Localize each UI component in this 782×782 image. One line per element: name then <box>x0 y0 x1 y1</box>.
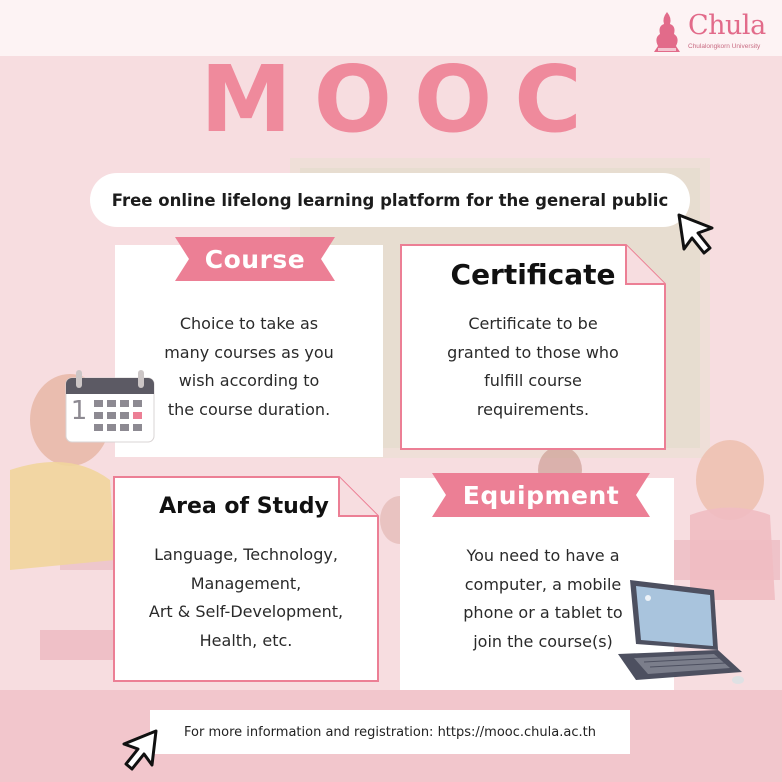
certificate-line: granted to those who <box>447 342 619 362</box>
laptop-icon <box>614 576 744 686</box>
equipment-line: phone or a tablet to <box>463 603 623 622</box>
tagline: Free online lifelong learning platform for the general public <box>90 173 690 227</box>
certificate-line: Certificate to be <box>468 314 598 333</box>
equipment-line: computer, a mobile <box>464 574 622 594</box>
equipment-ribbon <box>432 473 650 517</box>
certificate-line: requirements. <box>476 399 590 419</box>
area-of-study-line: Management, <box>190 573 302 593</box>
course-line: the course duration. <box>167 399 331 419</box>
course-line: wish according to <box>178 371 320 390</box>
certificate-text <box>405 310 661 424</box>
equipment-heading: Equipment <box>462 480 620 510</box>
area-of-study-line: Language, Technology, <box>154 545 338 564</box>
course-ribbon <box>175 237 335 281</box>
page-title: MOOC <box>200 46 604 153</box>
certificate-heading: Certificate <box>450 258 616 291</box>
area-of-study-text <box>118 541 374 655</box>
certificate-line: fulfill course <box>484 371 582 390</box>
calendar-day: 1 <box>70 396 88 426</box>
course-text <box>125 310 373 424</box>
area-of-study-line: Health, etc. <box>199 630 293 650</box>
course-heading: Course <box>204 244 306 274</box>
logo-subtext: Chulalongkorn University <box>688 43 761 50</box>
area-of-study-heading: Area of Study <box>159 494 329 519</box>
equipment-line: join the course(s) <box>473 631 613 651</box>
cursor-arrow-icon <box>116 728 160 774</box>
logo-text: Chula <box>688 10 766 41</box>
course-line: Choice to take as <box>179 314 319 333</box>
cursor-arrow-icon <box>676 212 718 256</box>
footer-info: For more information and registration: https://mooc.chula.ac.th <box>150 710 630 754</box>
area-of-study-line: Art & Self-Development, <box>148 602 344 621</box>
equipment-line: You need to have a <box>466 546 620 565</box>
course-line: many courses as you <box>164 342 334 362</box>
calendar-icon <box>62 366 158 446</box>
